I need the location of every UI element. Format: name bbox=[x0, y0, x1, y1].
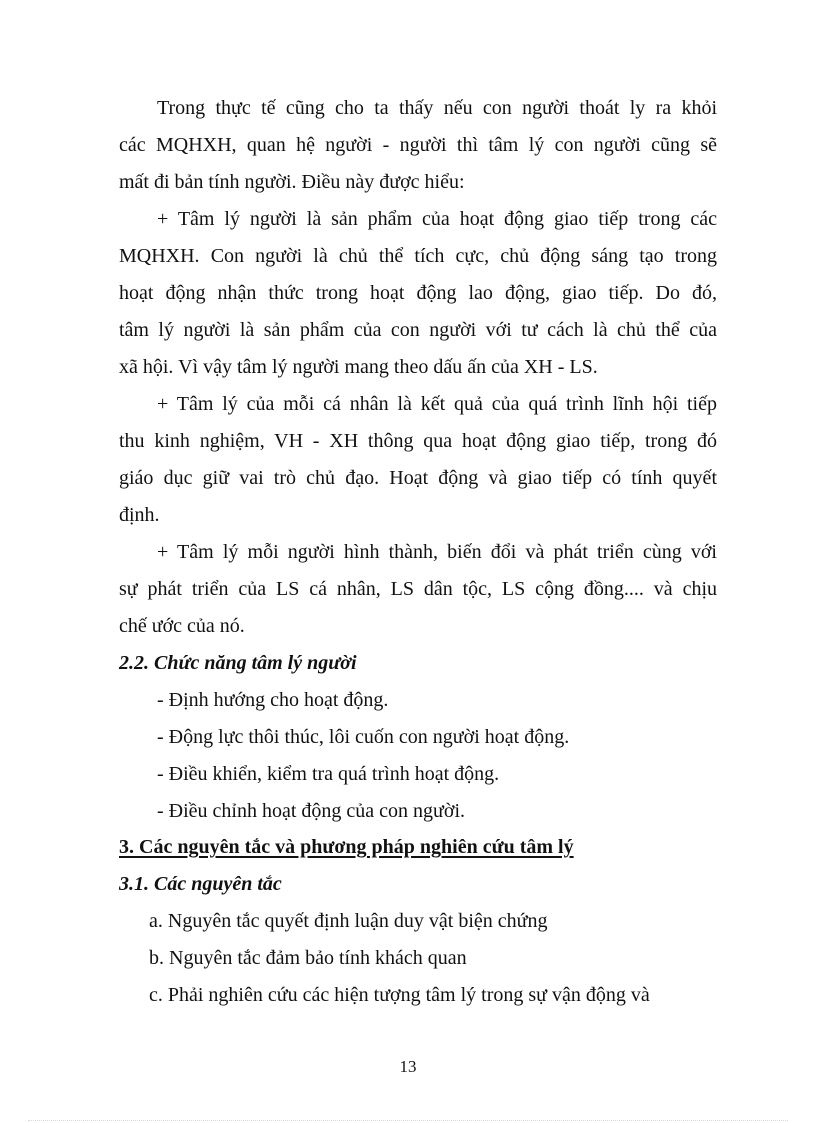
section-2-2-heading: 2.2. Chức năng tâm lý người bbox=[119, 652, 357, 674]
function-item-1: - Định hướng cho hoạt động. bbox=[157, 689, 389, 711]
section-3-1-heading: 3.1. Các nguyên tắc bbox=[119, 873, 282, 895]
paragraph-1-line-1: Trong thực tế cũng cho ta thấy nếu con người thoát ly ra khỏi bbox=[157, 97, 717, 119]
point-2-line-1: + Tâm lý của mỗi cá nhân là kết quả của quá trình lĩnh hội tiếp bbox=[157, 393, 717, 415]
point-2-line-3: giáo dục giữ vai trò chủ đạo. Hoạt động và giao tiếp có tính quyết bbox=[119, 467, 717, 489]
point-1-line-2: MQHXH. Con người là chủ thể tích cực, chủ động sáng tạo trong bbox=[119, 245, 717, 267]
point-1-line-1: + Tâm lý người là sản phẩm của hoạt động giao tiếp trong các bbox=[157, 208, 717, 230]
function-item-3: - Điều khiển, kiểm tra quá trình hoạt động. bbox=[157, 763, 500, 785]
paragraph-1-line-2: các MQHXH, quan hệ người - người thì tâm lý con người cũng sẽ bbox=[119, 134, 717, 156]
principle-item-c: c. Phải nghiên cứu các hiện tượng tâm lý trong sự vận động và bbox=[149, 984, 650, 1006]
function-item-2: - Động lực thôi thúc, lôi cuốn con người hoạt động. bbox=[157, 726, 570, 748]
principle-item-a: a. Nguyên tắc quyết định luận duy vật biện chứng bbox=[149, 910, 548, 932]
point-1-line-4: tâm lý người là sản phẩm của con người với tư cách là chủ thể của bbox=[119, 319, 717, 341]
point-3-line-3: chế ước của nó. bbox=[119, 615, 245, 637]
section-3-heading: 3. Các nguyên tắc và phương pháp nghiên cứu tâm lý bbox=[119, 836, 574, 858]
footer-divider bbox=[28, 1120, 788, 1121]
page-number: 13 bbox=[399, 1057, 417, 1076]
point-2-line-4: định. bbox=[119, 504, 160, 526]
function-item-4: - Điều chỉnh hoạt động của con người. bbox=[157, 800, 466, 822]
principle-item-b: b. Nguyên tắc đảm bảo tính khách quan bbox=[149, 947, 467, 969]
point-3-line-1: + Tâm lý mỗi người hình thành, biến đổi và phát triển cùng với bbox=[157, 541, 717, 563]
point-1-line-5: xã hội. Vì vậy tâm lý người mang theo dấu ấn của XH - LS. bbox=[119, 356, 598, 378]
point-1-line-3: hoạt động nhận thức trong hoạt động lao động, giao tiếp. Do đó, bbox=[119, 282, 717, 304]
paragraph-1-line-3: mất đi bản tính người. Điều này được hiểu: bbox=[119, 171, 465, 193]
point-3-line-2: sự phát triển của LS cá nhân, LS dân tộc, LS cộng đồng.... và chịu bbox=[119, 578, 717, 600]
point-2-line-2: thu kinh nghiệm, VH - XH thông qua hoạt động giao tiếp, trong đó bbox=[119, 430, 717, 452]
